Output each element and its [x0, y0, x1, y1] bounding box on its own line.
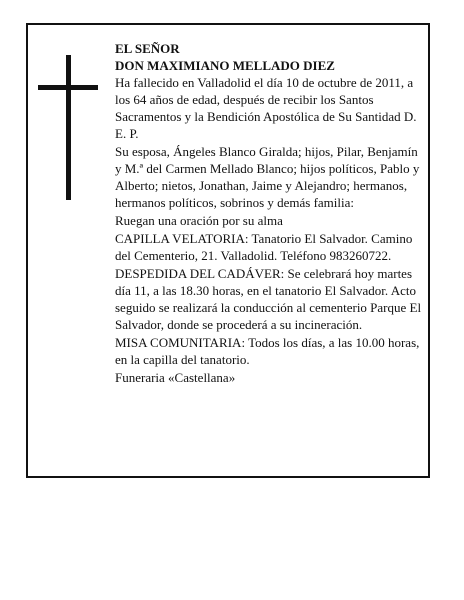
latin-cross-icon — [38, 55, 98, 200]
cross-horizontal-bar — [38, 85, 98, 90]
mass-info: MISA COMUNITARIA: Todos los días, a las 10.00 horas, en la capilla del tanatorio. — [115, 335, 420, 367]
funeral-home: Funeraria «Castellana» — [115, 370, 236, 385]
chapel-info: CAPILLA VELATORIA: Tanatorio El Salvador. Camino del Cementerio, 21. Valladolid. Teléfono 983260722. — [115, 231, 413, 263]
obituary-text — [115, 40, 427, 387]
farewell-info: DESPEDIDA DEL CADÁVER: Se celebrará hoy martes día 11, a las 18.30 horas, en el tanatorio El Salvador. Acto seguido se realizará la conducción al cementerio Parque El Salvador, donde se procederá a su incineración. — [115, 266, 422, 332]
obituary-deceased-name: DON MAXIMIANO MELLADO DIEZ — [115, 58, 335, 73]
death-announcement: Ha fallecido en Valladolid el día 10 de octubre de 2011, a los 64 años de edad, después de recibir los Santos Sacramentos y la Bendición Apostólica de Su Santidad D. E. P. — [115, 75, 417, 141]
obituary-title-line-1: EL SEÑOR — [115, 41, 180, 56]
cross-vertical-bar — [66, 55, 71, 200]
prayer-request: Ruegan una oración por su alma — [115, 213, 283, 228]
obituary-notice — [26, 23, 430, 478]
family-members: Su esposa, Ángeles Blanco Giralda; hijos, Pilar, Benjamín y M.ª del Carmen Mellado Blanco; hijos políticos, Pablo y Alberto; nietos, Jonathan, Jaime y Alejandro; hermanos, hermanos políticos, sobrinos y demás familia: — [115, 144, 420, 210]
